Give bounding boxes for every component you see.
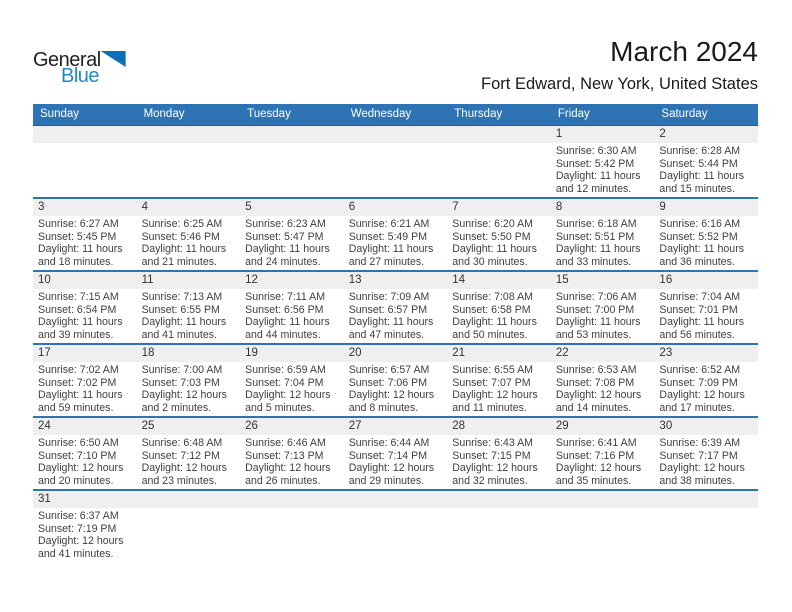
cell-text-line: Sunset: 5:47 PM (245, 230, 324, 243)
day-number: 16 (659, 274, 673, 286)
day-cell (447, 362, 551, 415)
cell-text-line: Sunrise: 6:20 AM (452, 218, 533, 230)
cell-text-line: Sunrise: 6:59 AM (245, 364, 326, 376)
cell-text-line: Sunrise: 6:16 AM (659, 218, 741, 230)
cell-text-line: Sunset: 7:02 PM (38, 376, 117, 389)
day-cells-row (33, 143, 758, 196)
cell-text-line: Sunset: 7:15 PM (452, 449, 531, 462)
cell-text-line: and 47 minutes. (348, 329, 425, 342)
cell-text-line: Sunset: 5:51 PM (555, 230, 635, 243)
cell-text-line: Sunset: 6:58 PM (452, 303, 531, 316)
day-number: 18 (141, 347, 155, 359)
day-number (240, 491, 344, 508)
weekday-header-monday: Monday (143, 108, 185, 120)
cell-text-line: and 8 minutes. (348, 402, 419, 415)
cell-text-line: Sunset: 5:52 PM (659, 230, 738, 243)
cell-text-line: and 50 minutes. (452, 329, 528, 342)
cell-text-line: and 23 minutes. (141, 475, 217, 488)
day-cell (240, 216, 344, 269)
cell-text-line: Sunset: 7:01 PM (659, 303, 738, 316)
cell-text-line: and 18 minutes. (38, 256, 114, 269)
calendar-weeks (33, 126, 758, 564)
day-number (344, 126, 448, 143)
cell-text-line: and 15 minutes. (659, 183, 735, 196)
cell-text-line: Daylight: 12 hours (38, 535, 124, 548)
cell-text-line: Sunset: 7:08 PM (555, 376, 635, 389)
cell-text-line: Sunset: 7:16 PM (555, 449, 635, 462)
week-row (33, 491, 758, 564)
day-number (344, 491, 448, 508)
day-number: 25 (141, 420, 155, 432)
weekday-header-row (33, 104, 758, 126)
cell-text-line: Sunrise: 7:13 AM (141, 291, 223, 303)
cell-text-line: Sunset: 5:45 PM (38, 230, 117, 243)
cell-text-line: Sunset: 7:06 PM (348, 376, 428, 389)
day-number: 11 (141, 274, 154, 286)
cell-text-line: Daylight: 11 hours (555, 316, 641, 329)
day-cell (654, 289, 758, 342)
cell-text-line: Sunrise: 6:53 AM (555, 364, 637, 376)
week-row (33, 418, 758, 491)
logo-text-general: General (33, 49, 101, 71)
cell-text-line: Daylight: 11 hours (348, 316, 434, 329)
cell-text-line: Daylight: 12 hours (245, 389, 331, 402)
day-cell (240, 289, 344, 342)
cell-text-line: Daylight: 12 hours (659, 389, 745, 402)
day-number: 13 (348, 274, 362, 286)
day-cell (33, 289, 137, 342)
day-number: 22 (555, 347, 569, 359)
day-cell (654, 435, 758, 488)
day-number (137, 491, 241, 508)
cell-text-line: and 41 minutes. (38, 548, 114, 561)
cell-text-line: and 29 minutes. (348, 475, 425, 488)
day-number: 20 (348, 347, 362, 359)
cell-text-line: and 38 minutes. (659, 475, 735, 488)
cell-text-line: and 32 minutes. (452, 475, 528, 488)
cell-text-line: Sunrise: 6:37 AM (38, 510, 119, 522)
cell-text-line: Sunrise: 6:21 AM (348, 218, 430, 230)
cell-text-line: Sunset: 5:50 PM (452, 230, 531, 243)
day-cells-row (33, 362, 758, 415)
day-number: 30 (659, 420, 673, 432)
cell-text-line: and 44 minutes. (245, 329, 321, 342)
cell-text-line: Daylight: 12 hours (38, 462, 124, 475)
cell-text-line: Daylight: 11 hours (141, 243, 227, 256)
cell-text-line: and 5 minutes. (245, 402, 315, 415)
day-number: 2 (659, 128, 666, 140)
cell-text-line: Sunrise: 7:09 AM (348, 291, 430, 303)
cell-text-line: and 24 minutes. (245, 256, 321, 269)
day-number: 26 (245, 420, 258, 432)
day-cells-row (33, 289, 758, 342)
day-cells-row (33, 435, 758, 488)
cell-text-line: Sunrise: 6:39 AM (659, 437, 741, 449)
day-number: 9 (659, 201, 666, 213)
cell-text-line: Sunset: 7:19 PM (38, 522, 117, 535)
cell-text-line: Daylight: 12 hours (141, 389, 227, 402)
empty-day-cell (137, 143, 241, 196)
cell-text-line: Daylight: 12 hours (245, 462, 331, 475)
cell-text-line: Daylight: 12 hours (659, 462, 745, 475)
day-number: 10 (38, 274, 51, 286)
day-number (447, 491, 551, 508)
day-number: 3 (38, 201, 45, 213)
day-cell (654, 216, 758, 269)
day-cells-row (33, 216, 758, 269)
cell-text-line: Sunrise: 6:27 AM (38, 218, 119, 230)
cell-text-line: Sunset: 7:10 PM (38, 449, 117, 462)
cell-text-line: Sunrise: 6:50 AM (38, 437, 119, 449)
day-number: 1 (555, 128, 563, 140)
cell-text-line: Daylight: 12 hours (452, 462, 538, 475)
day-number: 4 (141, 201, 148, 213)
cell-text-line: Sunset: 7:17 PM (659, 449, 738, 462)
cell-text-line: and 59 minutes. (38, 402, 114, 415)
cell-text-line: Daylight: 11 hours (38, 389, 123, 402)
cell-text-line: Sunrise: 6:25 AM (141, 218, 223, 230)
day-number: 28 (452, 420, 466, 432)
day-cell (551, 143, 655, 196)
cell-text-line: Sunrise: 6:57 AM (348, 364, 430, 376)
empty-day-cell (33, 143, 137, 196)
day-cell (137, 216, 241, 269)
day-number: 27 (348, 420, 362, 432)
day-cell (654, 143, 758, 196)
cell-text-line: Sunrise: 7:06 AM (555, 291, 637, 303)
cell-text-line: and 26 minutes. (245, 475, 321, 488)
day-cell (240, 362, 344, 415)
cell-text-line: Sunrise: 7:02 AM (38, 364, 119, 376)
day-number: 15 (555, 274, 569, 286)
cell-text-line: Daylight: 11 hours (38, 243, 123, 256)
weekday-header-thursday: Thursday (454, 108, 503, 120)
cell-text-line: and 14 minutes. (555, 402, 632, 415)
day-cell (551, 362, 655, 415)
cell-text-line: and 35 minutes. (555, 475, 632, 488)
empty-day-cell (447, 143, 551, 196)
cell-text-line: Sunrise: 7:00 AM (141, 364, 223, 376)
cell-text-line: Sunrise: 7:08 AM (452, 291, 533, 303)
cell-text-line: and 39 minutes. (38, 329, 114, 342)
cell-text-line: Sunrise: 6:41 AM (555, 437, 637, 449)
day-number: 21 (452, 347, 466, 359)
day-cell (33, 216, 137, 269)
cell-text-line: and 21 minutes. (141, 256, 217, 269)
day-cell (33, 435, 137, 488)
cell-text-line: Daylight: 11 hours (38, 316, 123, 329)
day-cell (137, 289, 241, 342)
logo-text-blue: Blue (61, 65, 100, 87)
page-title: March 2024 (610, 36, 758, 67)
cell-text-line: Daylight: 11 hours (348, 243, 434, 256)
general-blue-logo (33, 49, 126, 87)
day-number: 31 (38, 493, 51, 505)
day-cell (447, 435, 551, 488)
cell-text-line: Daylight: 11 hours (555, 243, 641, 256)
cell-text-line: Daylight: 12 hours (555, 389, 642, 402)
day-cell (137, 435, 241, 488)
day-number: 8 (555, 201, 563, 213)
cell-text-line: Sunset: 7:13 PM (245, 449, 324, 462)
day-cell (344, 435, 448, 488)
cell-text-line: Sunset: 7:12 PM (141, 449, 220, 462)
cell-text-line: and 53 minutes. (555, 329, 632, 342)
cell-text-line: Sunrise: 6:30 AM (555, 145, 637, 157)
day-number-band (33, 418, 758, 435)
empty-day-cell (344, 143, 448, 196)
calendar-table (33, 104, 758, 564)
week-row (33, 199, 758, 272)
day-number: 12 (245, 274, 258, 286)
cell-text-line: Daylight: 12 hours (141, 462, 227, 475)
empty-day-cell (240, 508, 344, 561)
day-number-band (33, 345, 758, 362)
cell-text-line: Sunrise: 7:15 AM (38, 291, 119, 303)
cell-text-line: Sunset: 7:04 PM (245, 376, 324, 389)
day-cell (447, 216, 551, 269)
weekday-header-friday: Friday (557, 108, 590, 120)
cell-text-line: Sunset: 5:46 PM (141, 230, 220, 243)
day-number (447, 126, 551, 143)
day-cell (551, 216, 655, 269)
cell-text-line: Daylight: 11 hours (555, 170, 641, 183)
weekday-header-tuesday: Tuesday (247, 108, 291, 120)
cell-text-line: and 2 minutes. (141, 402, 212, 415)
day-cell (240, 435, 344, 488)
day-number (137, 126, 241, 143)
cell-text-line: Daylight: 11 hours (452, 243, 537, 256)
day-cells-row (33, 508, 758, 561)
empty-day-cell (344, 508, 448, 561)
cell-text-line: Sunset: 7:07 PM (452, 376, 531, 389)
page-header (33, 36, 758, 94)
day-number (240, 126, 344, 143)
day-number-band (33, 126, 758, 143)
cell-text-line: Sunrise: 6:23 AM (245, 218, 326, 230)
cell-text-line: and 12 minutes. (555, 183, 632, 196)
day-cell (344, 289, 448, 342)
cell-text-line: Daylight: 11 hours (141, 316, 227, 329)
week-row (33, 272, 758, 345)
cell-text-line: Daylight: 11 hours (245, 243, 330, 256)
cell-text-line: and 33 minutes. (555, 256, 632, 269)
day-cell (551, 435, 655, 488)
cell-text-line: and 36 minutes. (659, 256, 735, 269)
cell-text-line: Sunset: 7:00 PM (555, 303, 635, 316)
title-block (33, 36, 758, 94)
empty-day-cell (240, 143, 344, 196)
page-subtitle: Fort Edward, New York, United States (481, 75, 758, 93)
cell-text-line: Daylight: 12 hours (555, 462, 642, 475)
day-cell (137, 362, 241, 415)
day-number: 5 (245, 201, 252, 213)
day-number: 14 (452, 274, 466, 286)
week-row (33, 126, 758, 199)
cell-text-line: Daylight: 11 hours (245, 316, 330, 329)
cell-text-line: Daylight: 12 hours (348, 462, 435, 475)
empty-day-cell (447, 508, 551, 561)
cell-text-line: Sunset: 6:57 PM (348, 303, 428, 316)
day-cell (344, 216, 448, 269)
cell-text-line: Sunrise: 6:48 AM (141, 437, 223, 449)
cell-text-line: Sunset: 6:56 PM (245, 303, 324, 316)
cell-text-line: and 20 minutes. (38, 475, 114, 488)
day-number: 7 (452, 201, 459, 213)
cell-text-line: Sunrise: 6:44 AM (348, 437, 430, 449)
cell-text-line: Sunset: 6:55 PM (141, 303, 220, 316)
weekday-header-saturday: Saturday (661, 108, 708, 120)
empty-day-cell (551, 508, 655, 561)
day-number-band (33, 199, 758, 216)
day-number (551, 491, 655, 508)
weekday-header-wednesday: Wednesday (350, 108, 412, 120)
cell-text-line: Sunrise: 6:43 AM (452, 437, 533, 449)
day-cell (551, 289, 655, 342)
cell-text-line: Sunset: 5:42 PM (555, 157, 635, 170)
cell-text-line: Sunset: 7:03 PM (141, 376, 220, 389)
cell-text-line: Daylight: 11 hours (659, 170, 745, 183)
day-number (654, 491, 758, 508)
cell-text-line: Daylight: 12 hours (348, 389, 435, 402)
cell-text-line: Sunset: 7:14 PM (348, 449, 428, 462)
cell-text-line: Daylight: 12 hours (452, 389, 538, 402)
cell-text-line: and 17 minutes. (659, 402, 735, 415)
day-number: 17 (38, 347, 51, 359)
day-cell (33, 362, 137, 415)
day-cell (447, 289, 551, 342)
day-number: 24 (38, 420, 51, 432)
cell-text-line: Sunset: 6:54 PM (38, 303, 117, 316)
cell-text-line: Sunrise: 7:04 AM (659, 291, 741, 303)
cell-text-line: Sunrise: 6:55 AM (452, 364, 533, 376)
cell-text-line: Sunset: 5:44 PM (659, 157, 738, 170)
cell-text-line: Sunrise: 6:52 AM (659, 364, 741, 376)
cell-text-line: and 11 minutes. (452, 402, 527, 415)
cell-text-line: Daylight: 11 hours (659, 316, 745, 329)
empty-day-cell (654, 508, 758, 561)
day-number: 19 (245, 347, 258, 359)
week-row (33, 345, 758, 418)
cell-text-line: Sunrise: 6:18 AM (555, 218, 637, 230)
cell-text-line: and 41 minutes. (141, 329, 217, 342)
day-number (33, 126, 137, 143)
cell-text-line: Sunset: 5:49 PM (348, 230, 428, 243)
cell-text-line: and 30 minutes. (452, 256, 528, 269)
day-number-band (33, 272, 758, 289)
cell-text-line: and 27 minutes. (348, 256, 425, 269)
cell-text-line: Daylight: 11 hours (452, 316, 537, 329)
empty-day-cell (137, 508, 241, 561)
day-cell (33, 508, 137, 561)
weekday-header-sunday: Sunday (40, 108, 80, 120)
day-number-band (33, 491, 758, 508)
cell-text-line: Sunrise: 6:28 AM (659, 145, 741, 157)
cell-text-line: Sunrise: 6:46 AM (245, 437, 326, 449)
cell-text-line: Sunrise: 7:11 AM (245, 291, 326, 303)
cell-text-line: and 56 minutes. (659, 329, 735, 342)
day-cell (344, 362, 448, 415)
day-number: 23 (659, 347, 673, 359)
day-number: 29 (555, 420, 569, 432)
day-number: 6 (348, 201, 356, 213)
cell-text-line: Daylight: 11 hours (659, 243, 745, 256)
day-cell (654, 362, 758, 415)
cell-text-line: Sunset: 7:09 PM (659, 376, 738, 389)
